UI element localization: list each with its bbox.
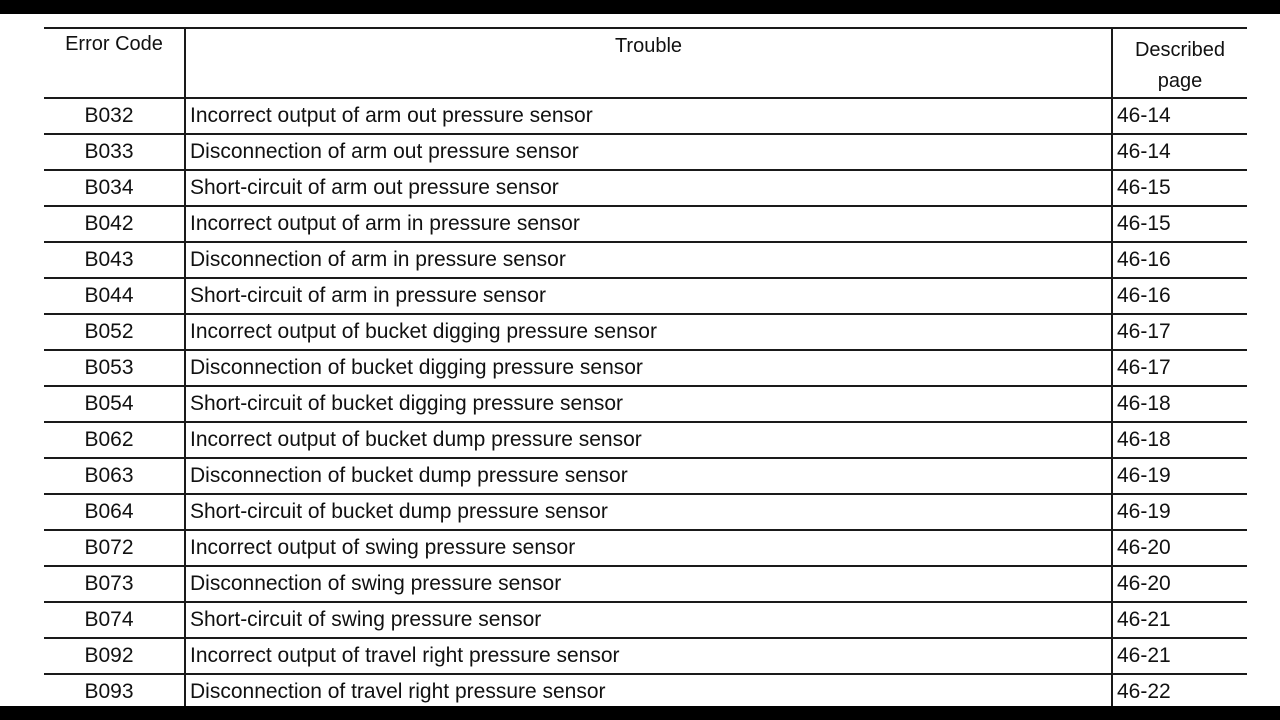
table-row (44, 134, 1247, 170)
described-page-cell: 46-20 (1112, 566, 1247, 602)
trouble-cell: Disconnection of bucket digging pressure sensor (185, 350, 1112, 386)
described-page-cell: 46-21 (1112, 638, 1247, 674)
table-row (44, 602, 1247, 638)
trouble-cell: Incorrect output of bucket dump pressure sensor (185, 422, 1112, 458)
trouble-cell: Short-circuit of bucket digging pressure sensor (185, 386, 1112, 422)
trouble-cell: Incorrect output of swing pressure sensor (185, 530, 1112, 566)
described-page-cell: 46-16 (1112, 278, 1247, 314)
document-page (0, 14, 1280, 706)
table-row (44, 278, 1247, 314)
table-body (44, 98, 1247, 706)
trouble-cell: Disconnection of arm out pressure sensor (185, 134, 1112, 170)
table-row (44, 566, 1247, 602)
trouble-cell: Incorrect output of arm out pressure sensor (185, 98, 1112, 134)
table-row (44, 638, 1247, 674)
table-row (44, 530, 1247, 566)
described-page-cell: 46-16 (1112, 242, 1247, 278)
described-page-cell: 46-14 (1112, 134, 1247, 170)
table-row (44, 422, 1247, 458)
described-page-cell: 46-15 (1112, 170, 1247, 206)
trouble-cell: Short-circuit of bucket dump pressure sensor (185, 494, 1112, 530)
trouble-header: Trouble (185, 28, 1112, 98)
error-code-cell: B032 (44, 98, 185, 134)
error-code-cell: B044 (44, 278, 185, 314)
described-page-header: Described page (1112, 28, 1247, 98)
trouble-cell: Disconnection of swing pressure sensor (185, 566, 1112, 602)
error-code-cell: B073 (44, 566, 185, 602)
error-code-cell: B042 (44, 206, 185, 242)
error-code-cell: B062 (44, 422, 185, 458)
trouble-cell: Incorrect output of travel right pressure sensor (185, 638, 1112, 674)
table-row (44, 458, 1247, 494)
described-page-cell: 46-18 (1112, 422, 1247, 458)
error-code-cell: B043 (44, 242, 185, 278)
trouble-cell: Short-circuit of swing pressure sensor (185, 602, 1112, 638)
described-page-cell: 46-17 (1112, 350, 1247, 386)
error-code-cell: B052 (44, 314, 185, 350)
error-code-cell: B063 (44, 458, 185, 494)
table-row (44, 494, 1247, 530)
described-page-cell: 46-15 (1112, 206, 1247, 242)
trouble-cell: Incorrect output of bucket digging pressure sensor (185, 314, 1112, 350)
described-page-cell: 46-14 (1112, 98, 1247, 134)
table-row (44, 314, 1247, 350)
error-code-cell: B074 (44, 602, 185, 638)
error-code-cell: B092 (44, 638, 185, 674)
error-code-cell: B093 (44, 674, 185, 706)
error-code-cell: B033 (44, 134, 185, 170)
error-code-cell: B072 (44, 530, 185, 566)
table-row (44, 386, 1247, 422)
described-page-cell: 46-21 (1112, 602, 1247, 638)
trouble-cell: Disconnection of travel right pressure sensor (185, 674, 1112, 706)
table-row (44, 170, 1247, 206)
header-row (44, 28, 1247, 98)
error-code-table (44, 27, 1247, 706)
described-page-cell: 46-22 (1112, 674, 1247, 706)
table-row (44, 350, 1247, 386)
trouble-cell: Short-circuit of arm in pressure sensor (185, 278, 1112, 314)
table-row (44, 242, 1247, 278)
error-code-cell: B053 (44, 350, 185, 386)
error-code-cell: B054 (44, 386, 185, 422)
described-page-cell: 46-19 (1112, 494, 1247, 530)
described-page-cell: 46-20 (1112, 530, 1247, 566)
trouble-cell: Disconnection of arm in pressure sensor (185, 242, 1112, 278)
table-row (44, 206, 1247, 242)
described-page-cell: 46-19 (1112, 458, 1247, 494)
table-header (44, 28, 1247, 98)
described-page-cell: 46-17 (1112, 314, 1247, 350)
trouble-cell: Incorrect output of arm in pressure sensor (185, 206, 1112, 242)
error-code-cell: B064 (44, 494, 185, 530)
table-row (44, 98, 1247, 134)
table-row (44, 674, 1247, 706)
described-page-cell: 46-18 (1112, 386, 1247, 422)
trouble-cell: Disconnection of bucket dump pressure sensor (185, 458, 1112, 494)
trouble-cell: Short-circuit of arm out pressure sensor (185, 170, 1112, 206)
error-code-cell: B034 (44, 170, 185, 206)
error-code-header: Error Code (44, 28, 185, 98)
